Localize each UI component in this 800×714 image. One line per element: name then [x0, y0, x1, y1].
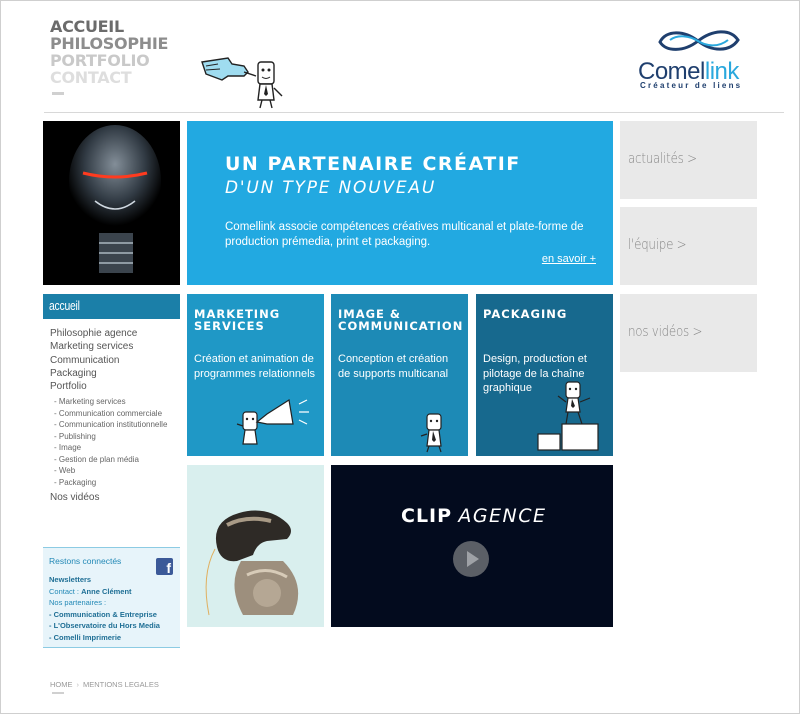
hero-subtitle: D'UN TYPE NOUVEAU — [225, 178, 437, 198]
tile-title — [483, 308, 567, 320]
side-box-videos[interactable] — [620, 294, 757, 372]
logo-word-b: link — [704, 58, 739, 85]
hero-text: Comellink associe compétences créatives multicanal et plate-forme de production prémedia, print et packaging. — [225, 221, 584, 248]
nav-contact[interactable]: CONTACT — [50, 68, 132, 87]
contact-line — [49, 586, 160, 598]
nav-dash — [52, 92, 64, 95]
menu-header-underline — [43, 318, 180, 319]
submenu-item[interactable]: - Communication institutionnelle — [54, 420, 168, 430]
glass-head-photo — [43, 121, 180, 285]
glass-head-image — [43, 121, 180, 285]
menu-item-portfolio[interactable]: Portfolio — [50, 381, 87, 393]
tile-packaging[interactable] — [476, 294, 613, 456]
clip-agence-video[interactable] — [331, 465, 613, 627]
logo-word-a: Comel — [638, 58, 705, 85]
megaphone-mascot-icon — [227, 394, 317, 450]
tile-text: Conception et création de supports multicanal — [338, 353, 449, 380]
tile-title-line: IMAGE & — [338, 307, 401, 321]
submenu-item[interactable]: - Image — [54, 443, 82, 453]
tile-title — [194, 308, 280, 332]
pointing-mascot-illustration — [198, 50, 290, 110]
side-box-actualites[interactable] — [620, 121, 757, 199]
sidebar-menu — [50, 327, 167, 505]
comellink-logo[interactable] — [634, 28, 764, 92]
side-box-label: nos vidéos > — [628, 324, 703, 340]
tile-title — [338, 308, 463, 332]
robot-dog-image — [187, 465, 324, 627]
contact-name-link[interactable]: Anne Clément — [81, 586, 132, 596]
footer-separator: › — [76, 680, 79, 689]
footer-home-link[interactable]: HOME — [50, 680, 73, 689]
stay-connected-box — [43, 547, 180, 648]
tile-title-line: MARKETING — [194, 307, 281, 321]
contact-label: Contact : — [49, 586, 82, 596]
connect-title: Restons connectés — [49, 556, 122, 566]
tile-title-line: SERVICES — [194, 319, 265, 333]
submenu-item[interactable]: - Publishing — [54, 431, 96, 441]
footer-dash — [52, 692, 64, 694]
tile-marketing-services[interactable] — [187, 294, 324, 456]
tile-text: Design, production et pilotage de la chaîne graphique — [483, 353, 587, 394]
menu-item-philosophie[interactable]: Philosophie agence — [50, 328, 138, 339]
footer — [50, 680, 159, 689]
partner-link[interactable]: - Communication & Entreprise — [49, 609, 157, 619]
partner-link[interactable]: - Comelli Imprimerie — [49, 632, 122, 642]
main-nav — [50, 18, 168, 86]
tile-title-line: PACKAGING — [483, 307, 568, 321]
menu-item-marketing[interactable]: Marketing services — [50, 341, 134, 353]
side-box-equipe[interactable] — [620, 207, 757, 285]
hero-title: UN PARTENAIRE CRÉATIF — [225, 153, 521, 175]
submenu-item[interactable]: - Gestion de plan média — [54, 454, 139, 464]
thinking-mascot-icon — [417, 412, 457, 454]
play-icon[interactable] — [453, 541, 489, 577]
robot-dog-photo — [187, 465, 324, 627]
menu-header-label: accueil — [49, 298, 80, 313]
partners-label: Nos partenaires : — [49, 598, 107, 607]
menu-item-communication[interactable]: Communication — [50, 354, 120, 366]
tile-title-line: COMMUNICATION — [338, 319, 464, 333]
side-box-label: actualités > — [628, 151, 697, 167]
tile-text: Création et animation de programmes relationnels — [194, 353, 316, 380]
nav-philosophie[interactable]: PHILOSOPHIE — [50, 34, 169, 53]
submenu-item[interactable]: - Packaging — [54, 477, 97, 487]
connect-body — [49, 574, 160, 643]
tile-image-communication[interactable] — [331, 294, 468, 456]
clip-title-bold: CLIP — [401, 505, 453, 527]
partner-link[interactable]: - L'Observatoire du Hors Media — [49, 621, 160, 630]
facebook-icon[interactable]: f — [156, 558, 173, 575]
footer-legal-link[interactable]: MENTIONS LEGALES — [83, 680, 159, 689]
header-divider — [44, 112, 784, 113]
nav-portfolio[interactable]: PORTFOLIO — [50, 51, 150, 70]
side-box-label: l'équipe > — [628, 237, 687, 253]
nav-accueil[interactable]: ACCUEIL — [50, 17, 124, 36]
newsletters-link[interactable]: Newsletters — [49, 575, 92, 584]
hero-more-link[interactable]: en savoir + — [541, 253, 596, 265]
box-mascot-icon — [536, 378, 612, 454]
infinity-logo-icon — [656, 28, 742, 54]
submenu-item[interactable]: - Marketing services — [54, 397, 126, 407]
menu-item-videos[interactable]: Nos vidéos — [50, 492, 100, 504]
submenu-item[interactable]: - Communication commerciale — [54, 408, 163, 418]
hero-banner — [187, 121, 613, 285]
submenu-item[interactable]: - Web — [54, 466, 76, 476]
menu-header-accueil[interactable] — [43, 294, 180, 318]
menu-item-packaging[interactable]: Packaging — [50, 367, 97, 379]
clip-title-italic: AGENCE — [458, 505, 547, 527]
logo-tagline: Créateur de liens — [640, 81, 743, 90]
clip-title — [401, 505, 547, 528]
